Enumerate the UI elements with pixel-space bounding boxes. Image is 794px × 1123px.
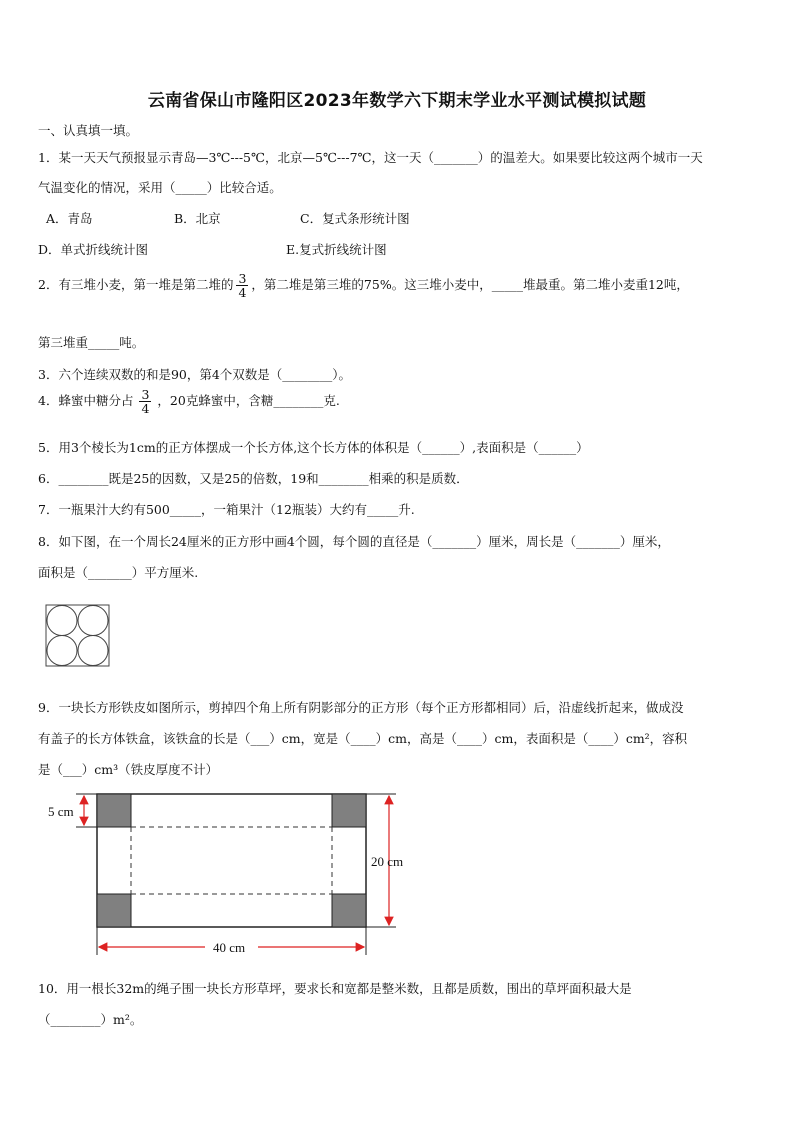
fraction-denominator: 4 [141, 401, 150, 417]
corner-square-tr [332, 794, 366, 827]
question-9-line-2: 有盖子的长方体铁盒，该铁盒的长是（___）cm，宽是（____）cm，高是（____）cm，表面积是（____）cm²，容积 [38, 731, 688, 746]
label-20cm: 20 cm [371, 854, 404, 869]
option-d: D．单式折线统计图 [38, 242, 149, 257]
fraction-numerator: 3 [141, 387, 150, 402]
question-4 [38, 388, 340, 415]
question-10-line-2: （________）m²。 [38, 1012, 143, 1027]
label-40cm: 40 cm [213, 940, 246, 955]
circle-top-left [47, 606, 77, 636]
square-outline [46, 605, 109, 666]
circle-top-right [78, 606, 108, 636]
square-four-circles-figure [45, 604, 111, 668]
question-4-post: ，20克蜂蜜中，含糖________克. [157, 393, 340, 409]
question-9-line-3: 是（___）cm³（铁皮厚度不计） [38, 762, 219, 777]
corner-square-bl [97, 894, 131, 927]
question-1-line-1: 1．某一天天气预报显示青岛—3℃---5℃，北京—5℃---7℃，这一天（_______）的温差大。如果要比较这两个城市一天 [38, 150, 703, 165]
page-title: 云南省保山市隆阳区2023年数学六下期末学业水平测试模拟试题 [147, 91, 647, 111]
fraction [236, 272, 248, 299]
fraction-denominator: 4 [238, 285, 247, 301]
fraction-numerator: 3 [238, 271, 247, 286]
question-2-post: ，第二堆是第三堆的75%。这三堆小麦中，_____堆最重。第二堆小麦重12吨， [251, 277, 689, 293]
section-heading: 一、认真填一填。 [38, 123, 139, 138]
question-8-line-2: 面积是（_______）平方厘米. [38, 565, 199, 580]
question-8-line-1: 8．如下图，在一个周长24厘米的正方形中画4个圆，每个圆的直径是（_______）厘米，周长是（_______）厘米， [38, 534, 670, 549]
question-3: 3．六个连续双数的和是90，第4个双数是（________）。 [38, 367, 352, 382]
corner-square-br [332, 894, 366, 927]
label-5cm: 5 cm [48, 804, 74, 819]
question-5: 5．用3个棱长为1cm的正方体摆成一个长方体,这个长方体的体积是（______）,表面积是（______） [38, 440, 589, 455]
question-2-line-1 [38, 272, 689, 299]
sheet-outline [97, 794, 366, 927]
question-10-line-1: 10．用一根长32m的绳子围一块长方形草坪，要求长和宽都是整米数，且都是质数，围出的草坪面积最大是 [38, 981, 632, 996]
corner-square-tl [97, 794, 131, 827]
question-9-line-1: 9．一块长方形铁皮如图所示，剪掉四个角上所有阴影部分的正方形（每个正方形都相同）后，沿虚线折起来，做成没 [38, 700, 684, 715]
circle-bottom-left [47, 636, 77, 666]
option-e: E.复式折线统计图 [286, 242, 387, 257]
option-a: A．青岛 [46, 211, 93, 226]
question-2-line-2: 第三堆重_____吨。 [38, 335, 145, 350]
question-1-line-2: 气温变化的情况，采用（_____）比较合适。 [38, 180, 282, 195]
iron-sheet-figure [40, 785, 420, 960]
question-7: 7．一瓶果汁大约有500_____，一箱果汁（12瓶装）大约有_____升. [38, 502, 415, 517]
circle-bottom-right [78, 636, 108, 666]
question-2-pre: 2．有三堆小麦，第一堆是第二堆的 [38, 277, 234, 293]
question-6: 6．________既是25的因数，又是25的倍数，19和________相乘的积是质数． [38, 471, 469, 486]
question-4-pre: 4．蜂蜜中糖分占 [38, 393, 134, 409]
fraction [139, 388, 151, 415]
option-b: B．北京 [174, 211, 221, 226]
option-c: C．复式条形统计图 [300, 211, 410, 226]
